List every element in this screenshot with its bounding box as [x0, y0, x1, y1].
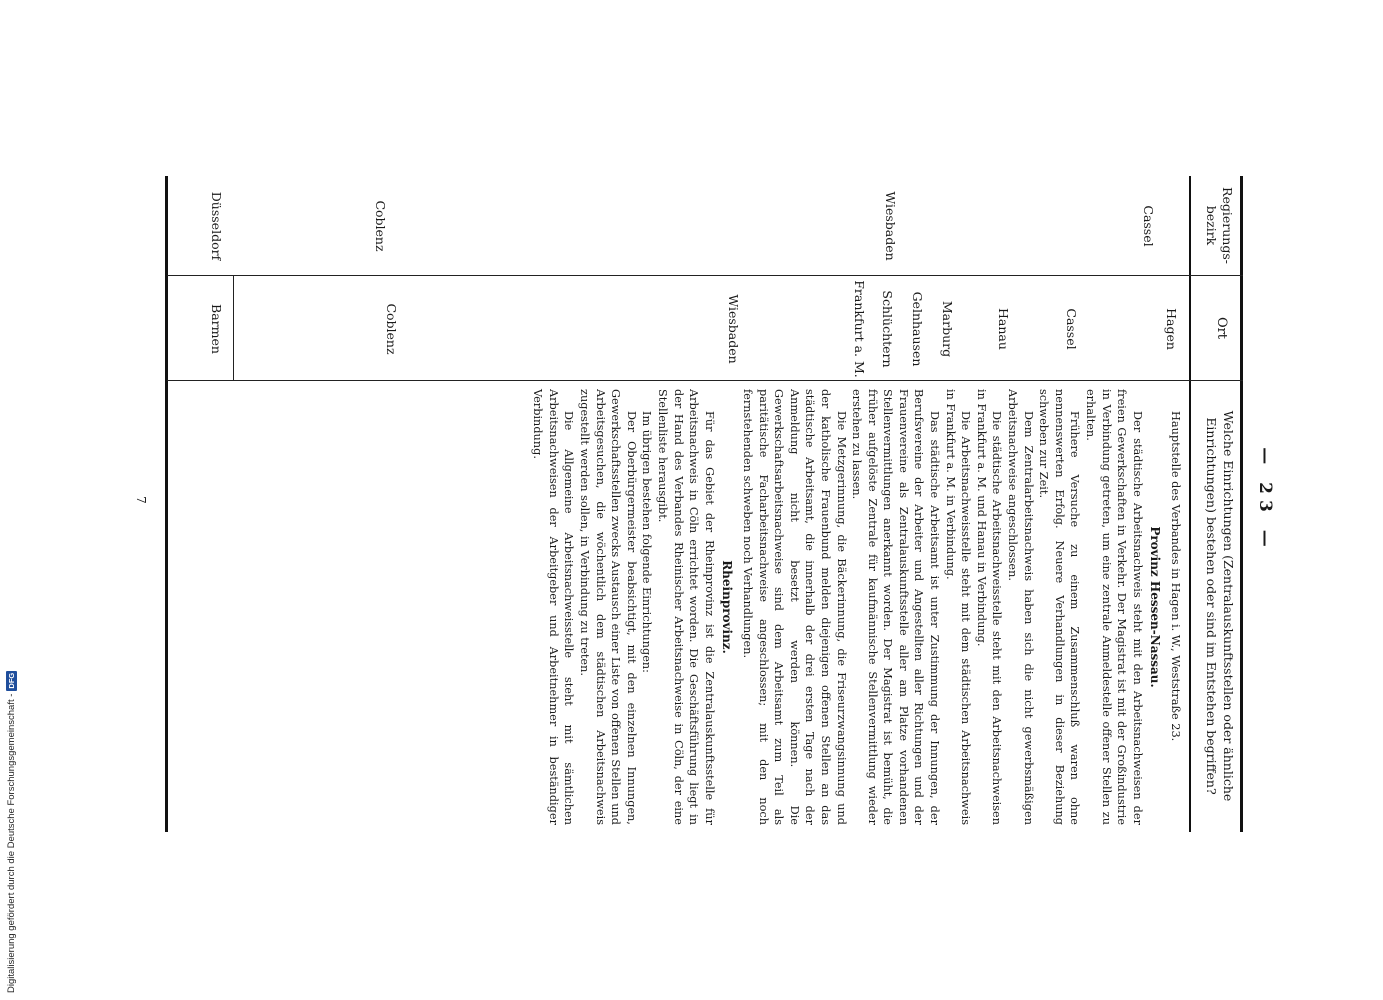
- entry-barmen: Die Allgemeine Arbeitsnachweisstelle steht mit sämtlichen Arbeitsnachweisen der Arbeitgeber und Arbeitnehmer in beständiger Verbindung.: [531, 389, 576, 825]
- entry-gelnhausen: Die städtische Arbeitsnachweisstelle steht mit den Arbeitsnachweisen in Frankfurt a. M. und Hanau in Verbindung.: [974, 389, 1004, 825]
- ort-frankfurt: Frankfurt a. M.: [852, 280, 867, 378]
- entry-frankfurt-2: Die Metzgerinnung, die Bäckerinnung, die Friseurzwangsinnung und der katholische Frauenbund melden diejenigen offenen Stellen an das städtische Arbeitsamt, die innerhalb der drei ersten Tage nach der Anmeldung nicht besetzt werden können. Die Gewerkschaftsarbeitsnachweise sind dem Arbeitsamt zum Teil als paritätische Facharbeitsnachweise angeschlossen; mit den noch fernstehenden schweben noch Verhandlungen.: [740, 389, 848, 825]
- bezirk-duesseldorf: Düsseldorf: [209, 191, 224, 261]
- entry-coblenz-3: Der Oberbürgermeister beabsichtigt, mit den einzelnen Innungen, Gewerkschaftsstellen zwecks Austausch einer Liste von offenen Stellen und Arbeitsgesuchen, die wöchentlich dem städtischen Arbeitsnachweis zugestellt werden sollen, in Verbindung zu treten.: [578, 389, 638, 825]
- institutions-table: [163, 176, 1243, 832]
- ort-hanau: Hanau: [996, 308, 1011, 350]
- ort-wiesbaden: Wiesbaden: [726, 294, 741, 364]
- entry-hagen: Hauptstelle des Verbandes in Hagen i. W., Weststraße 23.: [1169, 411, 1182, 742]
- header-ort: Ort: [1214, 316, 1229, 340]
- ort-schluechtern: Schlüchtern: [880, 290, 895, 368]
- ort-coblenz: Coblenz: [384, 303, 399, 355]
- ort-cassel: Cassel: [1064, 308, 1079, 350]
- credit-text: Digitalisierung gefördert durch die Deutsche Forschungsgemeinschaft -: [5, 693, 17, 993]
- page-number: — 23 —: [1255, 447, 1275, 553]
- signature-mark: 7: [134, 496, 148, 504]
- ort-hagen: Hagen: [1164, 308, 1179, 350]
- column-divider: [167, 275, 1243, 276]
- entry-cassel: Der städtische Arbeitsnachweis steht mit den Arbeitsnachweisen der freien Gewerkschaften in Verkehr. Der Magistrat ist mit der Großindustrie in Verbindung getreten, um eine zentrale Anmeldestelle offener Stellen zu erhalten.: [1084, 389, 1144, 825]
- entry-coblenz-1: Für das Gebiet der Rheinprovinz ist die Zentralauskunftsstelle für Arbeitsnachweis in Cöln errichtet worden. Die Geschäftsführung liegt in der Hand des Verbandes Rheinischer Arbeitsnachweise in Cöln, der eine Stellenliste herausgibt.: [656, 389, 716, 825]
- row-divider: [233, 275, 234, 381]
- entry-marburg: Dem Zentralarbeitsnachweis haben sich die nicht gewerbsmäßigen Arbeitsnachweise angeschlossen.: [1006, 389, 1035, 825]
- ort-marburg: Marburg: [940, 300, 955, 358]
- entry-coblenz-2: Im übrigen bestehen folgende Einrichtungen:: [640, 411, 654, 673]
- column-divider: [167, 380, 1243, 381]
- header-einrichtungen: Welche Einrichtungen (Zentralauskunftsstellen oder ähnliche Einrichtungen) bestehen oder sind im Entstehen begriffen?: [1204, 410, 1236, 802]
- ort-barmen: Barmen: [209, 304, 224, 354]
- entry-frankfurt-1: Das städtische Arbeitsamt ist unter Zustimmung der Innungen, der Berufsvereine der Arbeiter und Angestellten aller Richtungen und der Frauenvereine als Zentralauskunftsstelle aller am Platze vorhandenen Stellenvermittlungen anerkannt worden. Der Magistrat ist bemüht, die früher aufgelöste Zentrale für kaufmännische Stellenvermittlung wieder erstehen zu lassen.: [850, 389, 942, 825]
- bezirk-coblenz: Coblenz: [373, 200, 388, 252]
- ort-gelnhausen: Gelnhausen: [910, 291, 925, 367]
- einrichtungen-text: [530, 389, 1183, 825]
- header-regierungsbezirk: Regierungs- bezirk: [1204, 187, 1235, 264]
- bezirk-wiesbaden: Wiesbaden: [883, 191, 898, 261]
- entry-schluechtern: Die Arbeitsnachweisstelle steht mit dem städtischen Arbeitsnachweis in Frankfurt a. M. in Verbindung.: [943, 389, 973, 825]
- bezirk-cassel: Cassel: [1141, 205, 1156, 247]
- dfg-logo-icon: DFG: [6, 672, 16, 689]
- section-rheinprovinz: Rheinprovinz.: [720, 560, 735, 654]
- entry-hanau: Frühere Versuche zu einem Zusammenschluß waren ohne nennenswerten Erfolg. Neuere Verhandlungen in dieser Beziehung schweben zur Zeit.: [1037, 389, 1082, 825]
- section-hessen-nassau: Provinz Hessen-Nassau.: [1148, 526, 1163, 688]
- digitization-credit: [4, 605, 18, 993]
